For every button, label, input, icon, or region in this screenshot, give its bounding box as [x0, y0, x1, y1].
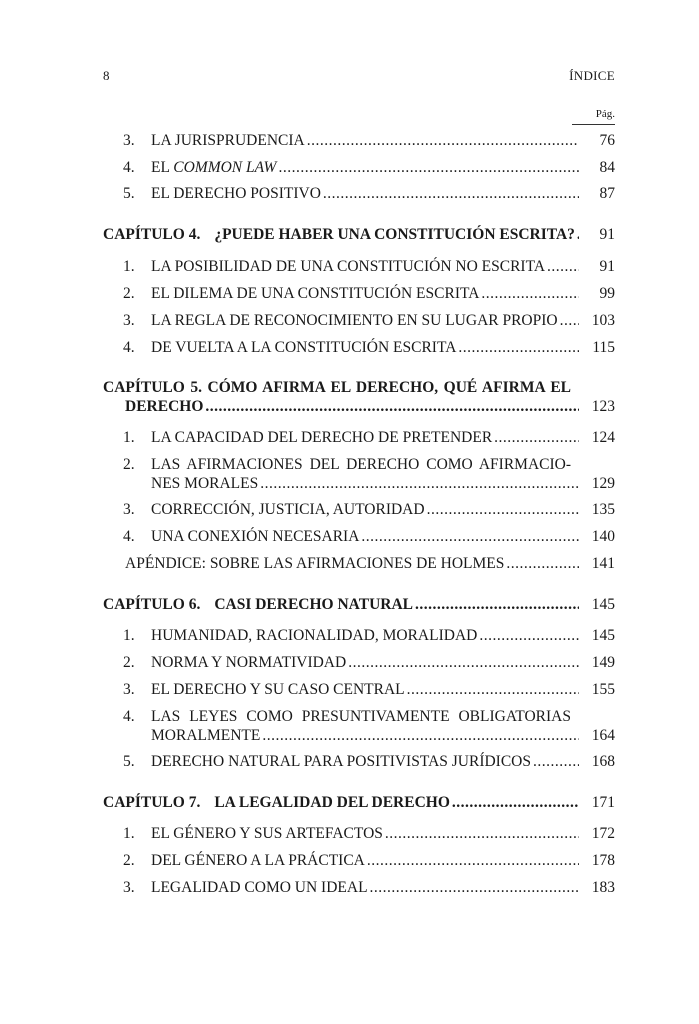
- toc-entry: [103, 429, 615, 447]
- entry-title-continued: MORALMENTE: [151, 727, 261, 744]
- toc-entry: [103, 654, 615, 672]
- entry-page: 129: [591, 475, 615, 492]
- dot-leader: [481, 285, 579, 302]
- entry-page: 91: [599, 226, 615, 243]
- entry-page: 178: [591, 852, 615, 869]
- entry-page: 141: [591, 555, 615, 572]
- page-column-label: Pág.: [595, 108, 615, 120]
- entry-title: DERECHO NATURAL PARA POSITIVISTAS JURÍDICOS: [151, 753, 531, 770]
- dot-leader: [370, 879, 579, 896]
- dot-leader: [479, 627, 579, 644]
- entry-page: 84: [599, 159, 615, 176]
- entry-title: EL COMMON LAW: [151, 159, 277, 176]
- entry-number: 1.: [123, 429, 135, 446]
- entry-page: 103: [591, 312, 615, 329]
- dot-leader: [407, 681, 579, 698]
- entry-page: 164: [591, 727, 615, 744]
- entry-title: EL DERECHO Y SU CASO CENTRAL: [151, 681, 405, 698]
- toc-entry: [103, 681, 615, 699]
- chapter-number: CAPÍTULO 4.: [103, 226, 201, 243]
- entry-title-continued: NES MORALES: [151, 475, 259, 492]
- entry-page: 87: [599, 185, 615, 202]
- entry-page: 171: [591, 794, 615, 811]
- chapter-title: CAPÍTULO 4. ¿PUEDE HABER UNA CONSTITUCIÓN ESCRITA?: [103, 226, 575, 243]
- dot-leader: [415, 596, 579, 613]
- toc-entry: [103, 285, 615, 303]
- toc-entry: [103, 825, 615, 843]
- entry-title: LA POSIBILIDAD DE UNA CONSTITUCIÓN NO ESCRITA: [151, 258, 546, 275]
- dot-leader: [427, 501, 579, 518]
- toc-entry: [103, 708, 615, 744]
- dot-leader: [458, 339, 579, 356]
- toc-entry: [103, 852, 615, 870]
- entry-page: 155: [591, 681, 615, 698]
- toc-entry: [103, 132, 615, 150]
- entry-page: 145: [591, 627, 615, 644]
- entry-number: 2.: [123, 285, 135, 302]
- toc-entry: [103, 312, 615, 330]
- entry-title: LEGALIDAD COMO UN IDEAL: [151, 879, 368, 896]
- entry-number: 4.: [123, 159, 135, 176]
- chapter-number: CAPÍTULO 7.: [103, 794, 201, 811]
- entry-number: 2.: [123, 654, 135, 671]
- dot-leader: [205, 398, 579, 415]
- entry-title: UNA CONEXIÓN NECESARIA: [151, 528, 360, 545]
- entry-page: 91: [599, 258, 615, 275]
- entry-title: LA CAPACIDAD DEL DERECHO DE PRETENDER: [151, 429, 493, 446]
- entry-title: LAS LEYES COMO PRESUNTIVAMENTE OBLIGATORIAS: [151, 708, 571, 725]
- entry-title: EL DERECHO POSITIVO: [151, 185, 321, 202]
- toc-chapter: [103, 596, 615, 614]
- dot-leader: [361, 528, 579, 545]
- entry-page: 115: [592, 339, 615, 356]
- dot-leader: [560, 312, 579, 329]
- dot-leader: [385, 825, 579, 842]
- toc-entry: [103, 456, 615, 492]
- entry-number: 1.: [123, 627, 135, 644]
- entry-page: 172: [591, 825, 615, 842]
- dot-leader: [262, 727, 579, 744]
- toc-entry: [103, 627, 615, 645]
- entry-title: LAS AFIRMACIONES DEL DERECHO COMO AFIRMACIO-: [151, 456, 571, 473]
- entry-page: 145: [591, 596, 615, 613]
- dot-leader: [307, 132, 579, 149]
- running-title: ÍNDICE: [569, 68, 615, 83]
- toc-appendix: [103, 555, 615, 573]
- entry-title: EL DILEMA DE UNA CONSTITUCIÓN ESCRITA: [151, 285, 480, 302]
- entry-number: 2.: [123, 852, 135, 869]
- dot-leader: [547, 258, 579, 275]
- chapter-title: CAPÍTULO 6. CASI DERECHO NATURAL: [103, 596, 413, 613]
- entry-number: 3.: [123, 681, 135, 698]
- entry-page: 99: [599, 285, 615, 302]
- dot-leader: [348, 654, 579, 671]
- entry-title: LA JURISPRUDENCIA: [151, 132, 305, 149]
- entry-number: 4.: [123, 528, 135, 545]
- entry-title: CORRECCIÓN, JUSTICIA, AUTORIDAD: [151, 501, 425, 518]
- toc-entry: [103, 528, 615, 546]
- toc-entry: [103, 501, 615, 519]
- toc-entry: [103, 258, 615, 276]
- dot-leader: [278, 159, 579, 176]
- entry-page: 135: [591, 501, 615, 518]
- dot-leader: [533, 753, 579, 770]
- entry-number: 3.: [123, 879, 135, 896]
- entry-number: 3.: [123, 312, 135, 329]
- toc-entry: [103, 339, 615, 357]
- entry-title: DEL GÉNERO A LA PRÁCTICA: [151, 852, 365, 869]
- entry-page: 183: [591, 879, 615, 896]
- entry-title: LA REGLA DE RECONOCIMIENTO EN SU LUGAR PROPIO: [151, 312, 558, 329]
- entry-number: 2.: [123, 456, 135, 473]
- entry-number: 3.: [123, 501, 135, 518]
- entry-page: 123: [591, 398, 615, 415]
- dot-leader: [494, 429, 579, 446]
- entry-number: 1.: [123, 825, 135, 842]
- entry-title: APÉNDICE: SOBRE LAS AFIRMACIONES DE HOLMES: [125, 555, 505, 572]
- entry-page: 168: [591, 753, 615, 770]
- entry-page: 149: [591, 654, 615, 671]
- dot-leader: [260, 475, 579, 492]
- dot-leader: [452, 794, 579, 811]
- entry-title: EL GÉNERO Y SUS ARTEFACTOS: [151, 825, 383, 842]
- entry-number: 3.: [123, 132, 135, 149]
- dot-leader: [323, 185, 579, 202]
- toc-chapter: [103, 379, 615, 415]
- toc-entry: [103, 753, 615, 771]
- dot-leader: [577, 226, 579, 243]
- toc-entry: [103, 159, 615, 177]
- toc-chapter: [103, 226, 615, 244]
- entry-title-italic: COMMON LAW: [173, 159, 277, 176]
- entry-number: 5.: [123, 185, 135, 202]
- entry-number: 4.: [123, 339, 135, 356]
- chapter-title-continued: DERECHO: [125, 398, 204, 415]
- dot-leader: [506, 555, 579, 572]
- entry-title: NORMA Y NORMATIVIDAD: [151, 654, 347, 671]
- entry-number: 1.: [123, 258, 135, 275]
- chapter-title: CAPÍTULO 7. LA LEGALIDAD DEL DERECHO: [103, 794, 450, 811]
- entry-title: DE VUELTA A LA CONSTITUCIÓN ESCRITA: [151, 339, 457, 356]
- toc-entry: [103, 879, 615, 897]
- chapter-number: CAPÍTULO 5.: [103, 379, 202, 396]
- entry-page: 140: [591, 528, 615, 545]
- entry-title: HUMANIDAD, RACIONALIDAD, MORALIDAD: [151, 627, 478, 644]
- entry-page: 76: [599, 132, 615, 149]
- chapter-title: CAPÍTULO 5. CÓMO AFIRMA EL DERECHO, QUÉ AFIRMA EL: [103, 379, 571, 396]
- entry-page: 124: [591, 429, 615, 446]
- toc-chapter: [103, 794, 615, 812]
- dot-leader: [367, 852, 579, 869]
- chapter-number: CAPÍTULO 6.: [103, 596, 201, 613]
- page-number: 8: [103, 68, 110, 83]
- entry-number: 4.: [123, 708, 135, 725]
- entry-number: 5.: [123, 753, 135, 770]
- toc-entry: [103, 185, 615, 203]
